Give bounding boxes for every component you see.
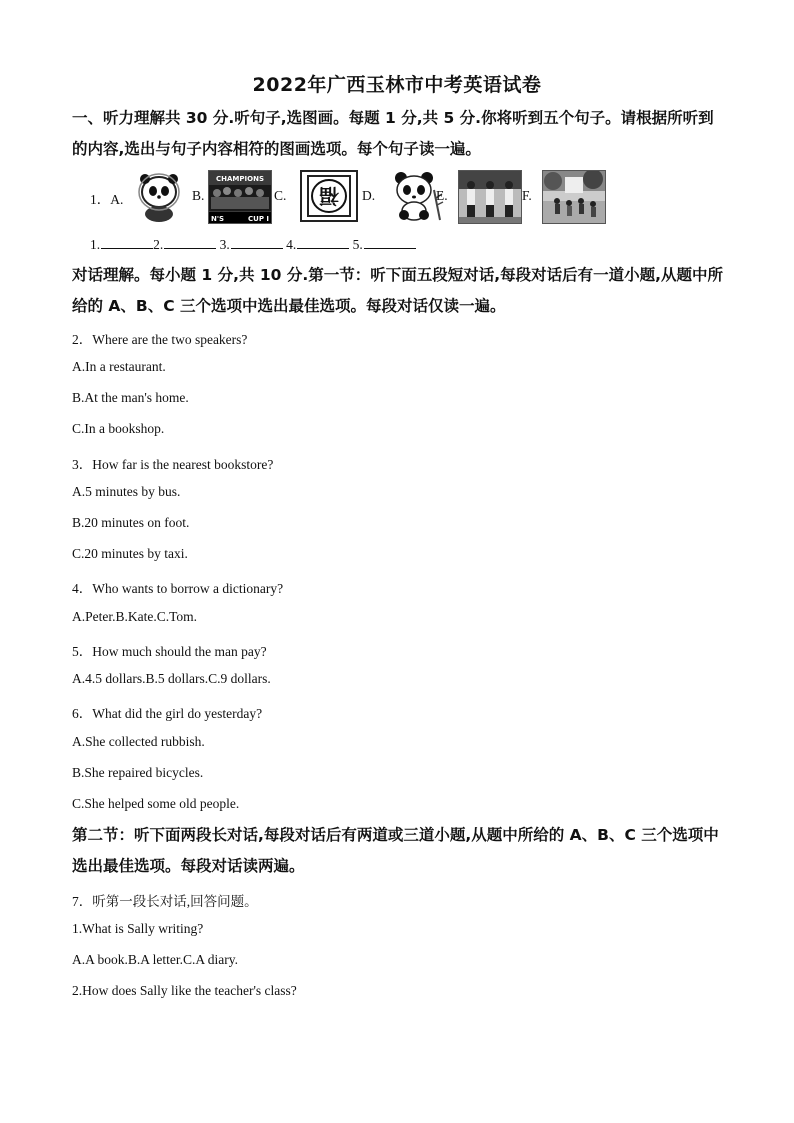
answer-blank-4[interactable] — [297, 236, 349, 249]
question-line: 7．听第一段长对话,回答问题。 — [72, 894, 258, 909]
answer-blank-1[interactable] — [101, 236, 153, 249]
section-dialog-intro: 对话理解。每小题 1 分,共 10 分.第一节：听下面五段短对话,每段对话后有一道小题,从题中所给的 A、B、C 三个选项中选出最佳选项。每段对话仅读一遍。 — [72, 266, 723, 315]
b-bottom-left-text: N'S — [211, 215, 225, 223]
question-line: 2.How does Sally like the teacher's class? — [72, 983, 297, 998]
blank-label-1: 1. — [90, 237, 101, 252]
blank-label-5: 5. — [349, 237, 363, 252]
section-listening-intro: 一、听力理解共 30 分.听句子,选图画。每题 1 分,共 5 分.你将听到五个句子。请根据所听到的内容,选出与句子内容相符的图画选项。每个句子读一遍。 — [72, 109, 714, 158]
option-line: B.She repaired bicycles. — [72, 765, 204, 780]
answer-blank-2[interactable] — [164, 236, 216, 249]
answer-blank-3[interactable] — [231, 236, 283, 249]
panda-mascot-icon — [128, 170, 190, 222]
option-line: C.20 minutes by taxi. — [72, 546, 188, 561]
question-line: 1.What is Sally writing? — [72, 921, 204, 936]
option-line: A.A book.B.A letter.C.A diary. — [72, 952, 238, 967]
section-long-dialog-intro: 第二节：听下面两段长对话,每段对话后有两道或三道小题,从题中所给的 A、B、C 三个选项中选出最佳选项。每段对话读两遍。 — [72, 826, 719, 875]
blank-label-3: 3. — [216, 237, 230, 252]
b-top-text: CHAMPIONS — [216, 175, 264, 183]
question-line: 6．What did the girl do yesterday? — [72, 706, 263, 721]
question-line: 5．How much should the man pay? — [72, 644, 267, 659]
b-bottom-right-text: CUP I — [248, 215, 269, 223]
option-label-d: D. — [362, 188, 376, 203]
c-fu-char: 福 — [319, 184, 339, 208]
people-in-street-photo-icon — [542, 170, 606, 224]
champions-cup-photo-icon — [208, 170, 272, 224]
option-line: B.20 minutes on foot. — [72, 515, 190, 530]
option-label-b: B. — [192, 188, 205, 203]
answer-blanks — [90, 236, 416, 253]
option-line: B.At the man's home. — [72, 390, 189, 405]
option-line: C.She helped some old people. — [72, 796, 240, 811]
blank-label-4: 4. — [282, 237, 297, 252]
fu-character-paper-cut-icon — [298, 170, 360, 222]
page-title: 2022年广西玉林市中考英语试卷 — [252, 74, 542, 96]
question-number: 1．A. — [90, 192, 124, 207]
answer-blank-5[interactable] — [364, 236, 416, 249]
option-line: A.Peter.B.Kate.C.Tom. — [72, 609, 198, 624]
option-line: A.4.5 dollars.B.5 dollars.C.9 dollars. — [72, 671, 271, 686]
students-exercising-photo-icon — [458, 170, 522, 224]
question-line: 2．Where are the two speakers? — [72, 332, 248, 347]
option-line: A.She collected rubbish. — [72, 734, 205, 749]
picture-options-row — [90, 170, 650, 226]
option-line: A.In a restaurant. — [72, 359, 166, 374]
option-label-e: E. — [436, 188, 448, 203]
question-line: 4．Who wants to borrow a dictionary? — [72, 581, 284, 596]
blank-label-2: 2. — [153, 237, 164, 252]
option-line: A.5 minutes by bus. — [72, 484, 181, 499]
option-label-f: F. — [522, 188, 532, 203]
option-label-c: C. — [274, 188, 287, 203]
question-line: 3．How far is the nearest bookstore? — [72, 457, 274, 472]
option-line: C.In a bookshop. — [72, 421, 165, 436]
